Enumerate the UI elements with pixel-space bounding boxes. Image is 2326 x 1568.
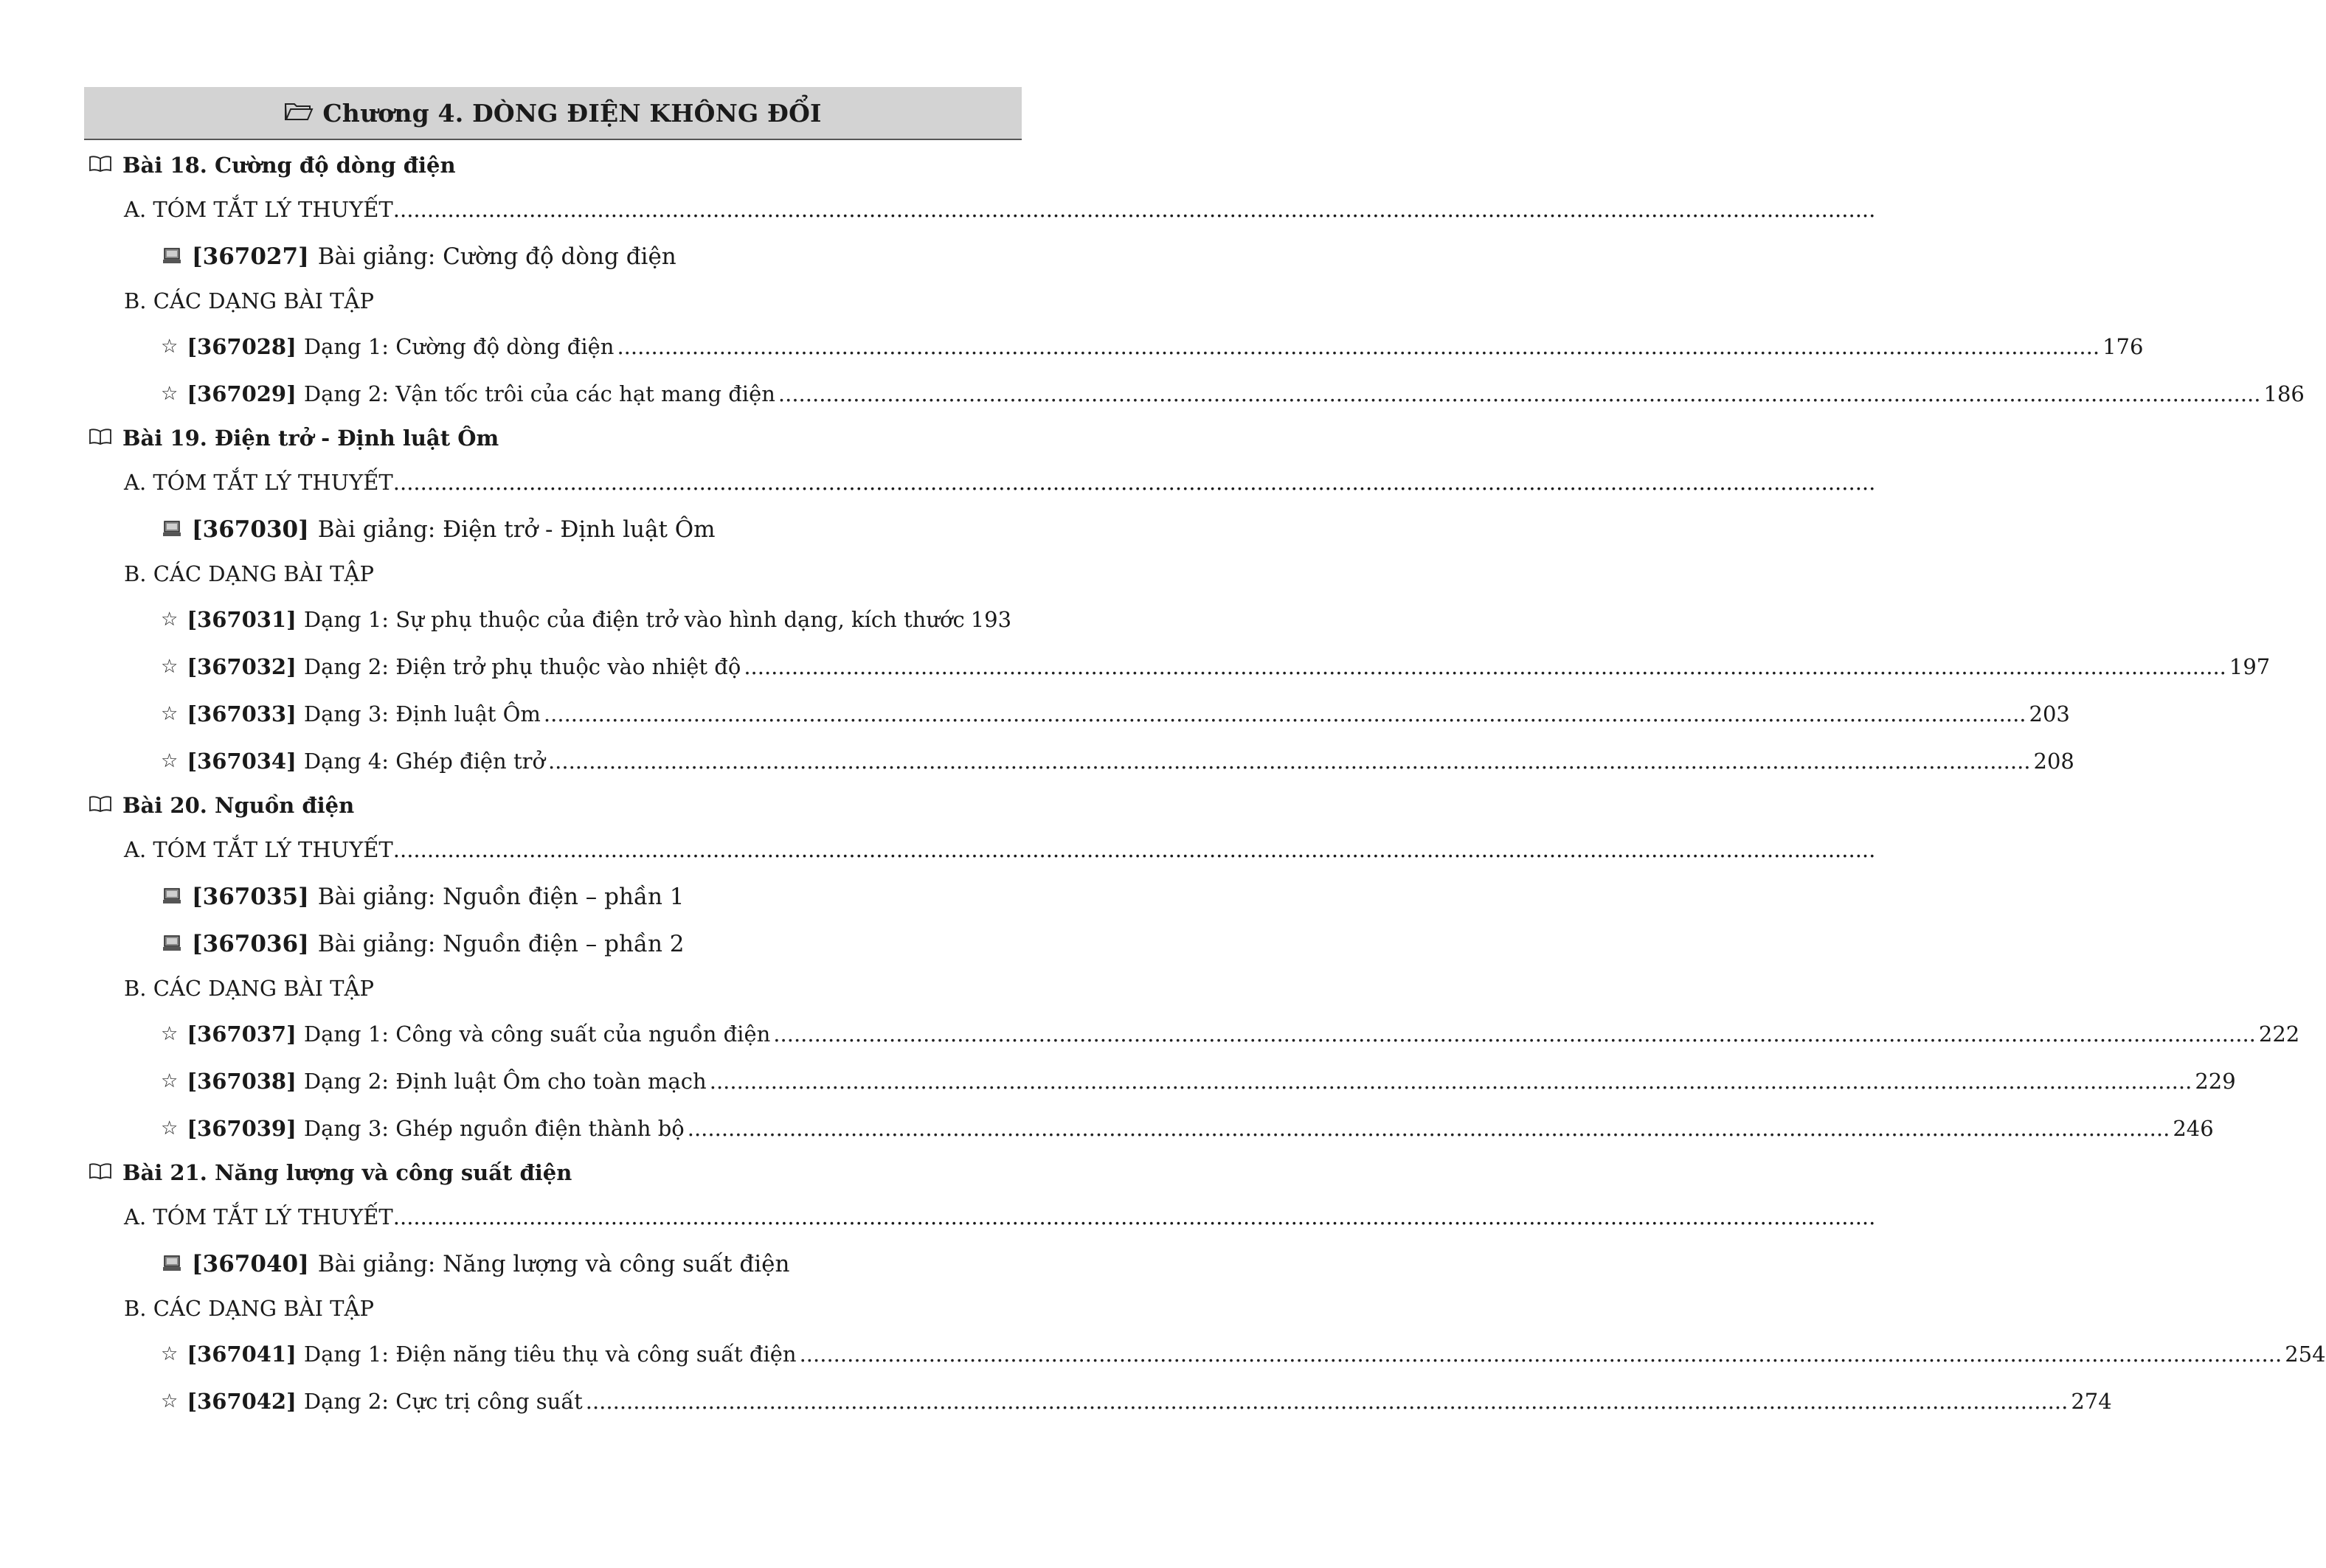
star-icon: ☆ <box>161 1390 179 1412</box>
page-number: 254 <box>2285 1342 2326 1367</box>
lecture-code: [367040] <box>192 1251 309 1277</box>
exercise-entry[interactable]: ☆ [367031] Dạng 1: Sự phụ thuộc của điện trở vào hình dạng, kích thước 193 <box>161 607 1012 632</box>
chapter-header <box>84 87 1022 140</box>
exercise-entry[interactable]: ☆ [367028] Dạng 1: Cường độ dòng điện .......................................................................................................................................................................................................................... 176 <box>161 334 2144 359</box>
lecture-title: Bài giảng: Cường độ dòng điện <box>317 243 676 270</box>
page-number: 274 <box>2071 1389 2112 1414</box>
lecture-link[interactable] <box>162 928 685 960</box>
dot-leader: .......................................................................................................................................................................................................................... <box>799 1342 2282 1367</box>
book-icon <box>89 153 112 178</box>
dot-leader: .......................................................................................................................................................................................................................... <box>543 701 2026 726</box>
lecture-title: Bài giảng: Nguồn điện – phần 1 <box>317 884 685 910</box>
theory-heading: A. TÓM TẮT LÝ THUYẾT .......................................................................................................................................................................................................................... <box>124 470 1876 495</box>
dot-leader: .......................................................................................................................................................................................................................... <box>392 197 1876 222</box>
dot-leader: .......................................................................................................................................................................................................................... <box>392 837 1876 862</box>
lecture-code: [367027] <box>192 243 309 270</box>
dot-leader: .......................................................................................................................................................................................................................... <box>744 654 2226 679</box>
computer-icon <box>162 243 181 270</box>
dot-leader: .......................................................................................................................................................................................................................... <box>709 1069 2192 1094</box>
lesson-title: Bài 21. Năng lượng và công suất điện <box>89 1158 572 1187</box>
dot-leader: .......................................................................................................................................................................................................................... <box>392 470 1876 495</box>
lecture-code: [367036] <box>192 931 309 957</box>
page-number: 203 <box>2029 701 2070 726</box>
exercise-entry[interactable]: ☆ [367029] Dạng 2: Vận tốc trôi của các hạt mang điện .......................................................................................................................................................................................................................... 186 <box>161 381 2305 406</box>
computer-icon <box>162 931 181 957</box>
exercise-entry[interactable]: ☆ [367033] Dạng 3: Định luật Ôm .......................................................................................................................................................................................................................... 203 <box>161 701 2070 726</box>
dot-leader: .......................................................................................................................................................................................................................... <box>585 1389 2069 1414</box>
lesson-title: Bài 20. Nguồn điện <box>89 791 354 820</box>
star-icon: ☆ <box>161 750 179 772</box>
dot-leader: .......................................................................................................................................................................................................................... <box>687 1116 2170 1141</box>
star-icon: ☆ <box>161 703 179 725</box>
computer-icon <box>162 1251 181 1277</box>
dot-leader: .......................................................................................................................................................................................................................... <box>778 381 2261 406</box>
exercise-entry[interactable]: ☆ [367032] Dạng 2: Điện trở phụ thuộc vào nhiệt độ .......................................................................................................................................................................................................................... 197 <box>161 654 2271 679</box>
lecture-title: Bài giảng: Điện trở - Định luật Ôm <box>317 516 716 543</box>
practice-heading: B. CÁC DẠNG BÀI TẬP <box>124 288 374 313</box>
page-number: 193 <box>970 607 1012 632</box>
star-icon: ☆ <box>161 1023 179 1045</box>
book-icon <box>89 426 112 451</box>
lecture-title: Bài giảng: Nguồn điện – phần 2 <box>317 931 685 957</box>
dot-leader: .......................................................................................................................................................................................................................... <box>617 334 2100 359</box>
exercise-entry[interactable]: ☆ [367038] Dạng 2: Định luật Ôm cho toàn mạch .......................................................................................................................................................................................................................... 229 <box>161 1069 2236 1094</box>
page-number: 176 <box>2102 334 2144 359</box>
theory-heading: A. TÓM TẮT LÝ THUYẾT .......................................................................................................................................................................................................................... <box>124 837 1876 862</box>
page-number: 222 <box>2258 1021 2300 1047</box>
exercise-entry[interactable]: ☆ [367041] Dạng 1: Điện năng tiêu thụ và công suất điện .......................................................................................................................................................................................................................... 254 <box>161 1342 2326 1367</box>
practice-heading: B. CÁC DẠNG BÀI TẬP <box>124 976 374 1001</box>
star-icon: ☆ <box>161 656 179 678</box>
star-icon: ☆ <box>161 608 179 631</box>
page-number: 186 <box>2263 381 2305 406</box>
dot-leader: .......................................................................................................................................................................................................................... <box>392 1204 1876 1229</box>
star-icon: ☆ <box>161 383 179 405</box>
lecture-link[interactable] <box>162 240 676 273</box>
star-icon: ☆ <box>161 1117 179 1139</box>
page-number: 246 <box>2173 1116 2214 1141</box>
lesson-title: Bài 18. Cường độ dòng điện <box>89 150 456 180</box>
page-number: 208 <box>2033 749 2074 774</box>
exercise-entry[interactable]: ☆ [367034] Dạng 4: Ghép điện trở .......................................................................................................................................................................................................................... 208 <box>161 749 2074 774</box>
folder-icon <box>284 99 314 128</box>
page-number: 229 <box>2195 1069 2236 1094</box>
dot-leader: .......................................................................................................................................................................................................................... <box>547 749 2031 774</box>
book-icon <box>89 793 112 818</box>
lecture-title: Bài giảng: Năng lượng và công suất điện <box>317 1251 790 1277</box>
practice-heading: B. CÁC DẠNG BÀI TẬP <box>124 561 374 586</box>
star-icon: ☆ <box>161 336 179 358</box>
practice-heading: B. CÁC DẠNG BÀI TẬP <box>124 1296 374 1321</box>
exercise-entry[interactable]: ☆ [367037] Dạng 1: Công và công suất của nguồn điện .......................................................................................................................................................................................................................... 222 <box>161 1021 2300 1047</box>
page-number: 197 <box>2229 654 2271 679</box>
chapter-title: Chương 4. DÒNG ĐIỆN KHÔNG ĐỔI <box>322 98 822 128</box>
star-icon: ☆ <box>161 1343 179 1365</box>
book-icon <box>89 1160 112 1185</box>
exercise-entry[interactable]: ☆ [367042] Dạng 2: Cực trị công suất .......................................................................................................................................................................................................................... 274 <box>161 1389 2112 1414</box>
lecture-code: [367035] <box>192 884 309 910</box>
computer-icon <box>162 884 181 910</box>
lecture-link[interactable] <box>162 1248 789 1280</box>
lesson-title: Bài 19. Điện trở - Định luật Ôm <box>89 423 499 453</box>
computer-icon <box>162 516 181 543</box>
lecture-code: [367030] <box>192 516 309 543</box>
dot-leader: .......................................................................................................................................................................................................................... <box>773 1021 2256 1047</box>
theory-heading: A. TÓM TẮT LÝ THUYẾT .......................................................................................................................................................................................................................... <box>124 1204 1876 1229</box>
lecture-link[interactable] <box>162 513 716 546</box>
theory-heading: A. TÓM TẮT LÝ THUYẾT .......................................................................................................................................................................................................................... <box>124 197 1876 222</box>
lecture-link[interactable] <box>162 881 685 913</box>
exercise-entry[interactable]: ☆ [367039] Dạng 3: Ghép nguồn điện thành bộ .......................................................................................................................................................................................................................... 246 <box>161 1116 2214 1141</box>
star-icon: ☆ <box>161 1070 179 1092</box>
